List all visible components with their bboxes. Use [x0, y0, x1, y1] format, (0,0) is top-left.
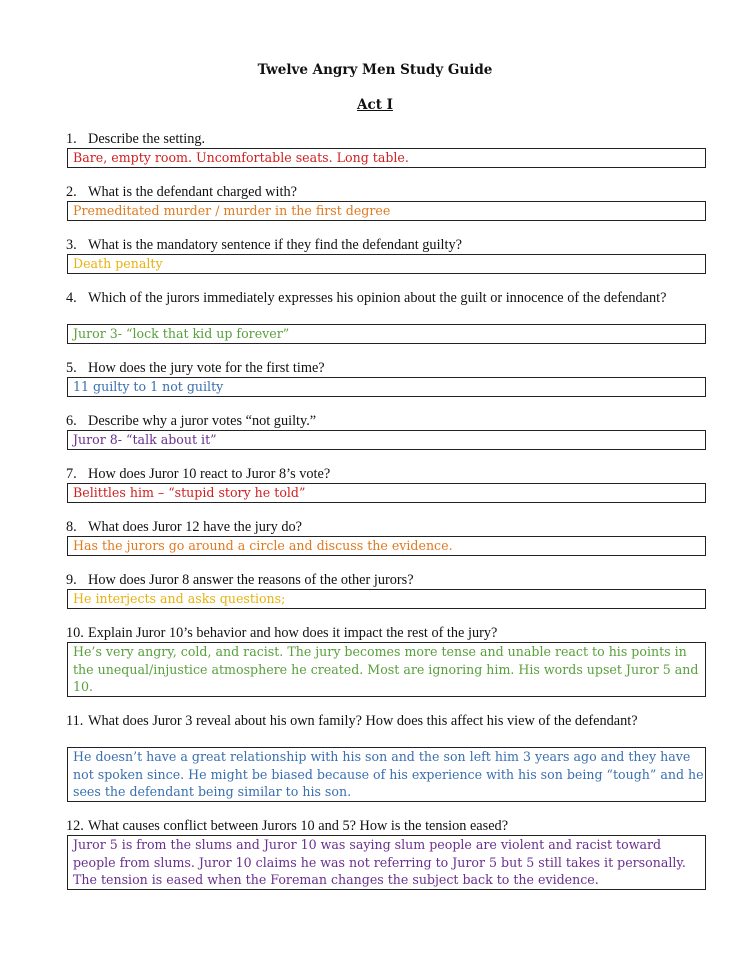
- question-number: 8.: [66, 519, 77, 535]
- answer-box-6[interactable]: Juror 8- “talk about it”: [67, 430, 706, 450]
- question-text: What does Juror 3 reveal about his own family? How does this affect his view of the defendant?: [88, 713, 638, 729]
- answer-box-1[interactable]: Bare, empty room. Uncomfortable seats. Long table.: [67, 148, 706, 168]
- question-text: What is the defendant charged with?: [88, 184, 297, 200]
- question-12: [66, 818, 706, 835]
- question-number: 6.: [66, 413, 77, 429]
- answer-box-10[interactable]: He’s very angry, cold, and racist. The jury becomes more tense and unable react to his points in the unequal/injustice atmosphere he created. Most are ignoring him. His words upset Juror 5 and 10.: [67, 642, 706, 697]
- document-title: Twelve Angry Men Study Guide: [257, 62, 493, 78]
- answer-box-11[interactable]: He doesn’t have a great relationship with his son and the son left him 3 years ago and they have not spoken since. He might be biased because of his experience with his son being “tough” and he sees the defendant being similar to his son.: [67, 747, 706, 802]
- question-1: [66, 131, 706, 148]
- answer-box-2[interactable]: Premeditated murder / murder in the first degree: [67, 201, 706, 221]
- question-text: How does Juror 8 answer the reasons of the other jurors?: [88, 572, 414, 588]
- question-8: [66, 519, 706, 536]
- answer-box-9[interactable]: He interjects and asks questions;: [67, 589, 706, 609]
- question-11: [66, 713, 706, 730]
- question-text: What does Juror 12 have the jury do?: [88, 519, 302, 535]
- question-number: 12.: [66, 818, 84, 834]
- question-text: Describe why a juror votes “not guilty.”: [88, 413, 317, 429]
- question-5: [66, 360, 706, 377]
- question-3: [66, 237, 706, 254]
- question-4: [66, 290, 706, 307]
- question-number: 10.: [66, 625, 84, 641]
- question-number: 9.: [66, 572, 77, 588]
- answer-box-3[interactable]: Death penalty: [67, 254, 706, 274]
- question-number: 7.: [66, 466, 77, 482]
- question-7: [66, 466, 706, 483]
- question-text: How does the jury vote for the first time?: [88, 360, 325, 376]
- question-text: How does Juror 10 react to Juror 8’s vote?: [88, 466, 331, 482]
- question-number: 11.: [66, 713, 84, 729]
- answer-box-7[interactable]: Belittles him – “stupid story he told”: [67, 483, 706, 503]
- question-text: Describe the setting.: [88, 131, 206, 147]
- question-2: [66, 184, 706, 201]
- question-text: What causes conflict between Jurors 10 and 5? How is the tension eased?: [88, 818, 509, 834]
- question-6: [66, 413, 706, 430]
- question-10: [66, 625, 706, 642]
- question-number: 3.: [66, 237, 77, 253]
- answer-box-8[interactable]: Has the jurors go around a circle and discuss the evidence.: [67, 536, 706, 556]
- question-9: [66, 572, 706, 589]
- act-heading: Act I: [357, 97, 393, 113]
- answer-box-12[interactable]: Juror 5 is from the slums and Juror 10 was saying slum people are violent and racist toward people from slums. Juror 10 claims he was not referring to Juror 5 but 5 still takes it personally. The tension is eased when the Foreman changes the subject back to the evidence.: [67, 835, 706, 890]
- question-text: Which of the jurors immediately expresses his opinion about the guilt or innocence of the defendant?: [88, 290, 667, 306]
- question-text: Explain Juror 10’s behavior and how does it impact the rest of the jury?: [88, 625, 498, 641]
- question-text: What is the mandatory sentence if they find the defendant guilty?: [88, 237, 462, 253]
- answer-box-4[interactable]: Juror 3- “lock that kid up forever”: [67, 324, 706, 344]
- question-number: 2.: [66, 184, 77, 200]
- question-number: 1.: [66, 131, 77, 147]
- answer-box-5[interactable]: 11 guilty to 1 not guilty: [67, 377, 706, 397]
- question-number: 5.: [66, 360, 77, 376]
- question-number: 4.: [66, 290, 77, 306]
